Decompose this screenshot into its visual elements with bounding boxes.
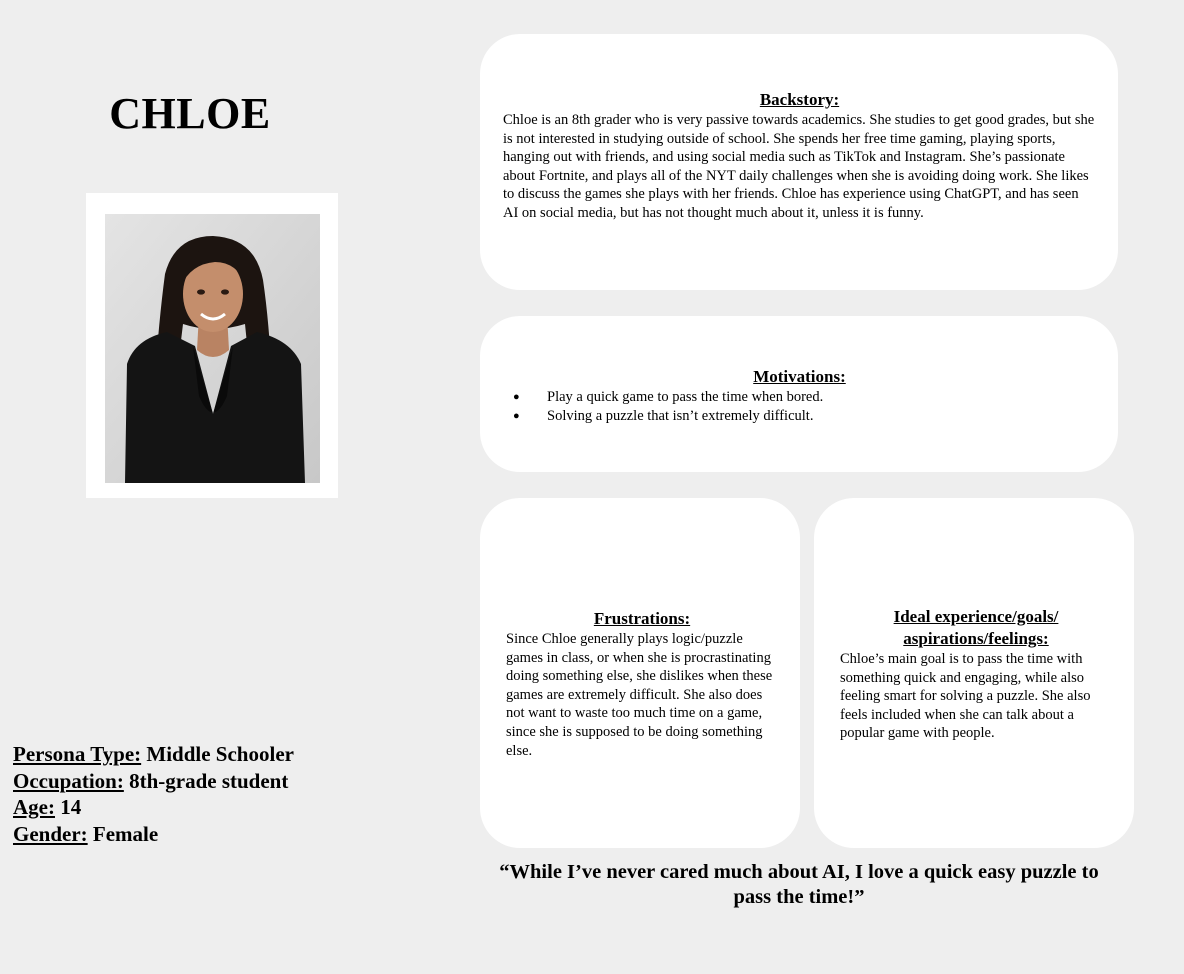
backstory-text: Chloe is an 8th grader who is very passive towards academics. She studies to get good grades, but she is not interested in studying outside of school. She spends her free time gaming, playing sports, hanging out with friends, and using social media such as TikTok and Instagram. She’s passionate about Fortnite, and plays all of the NYT daily challenges when she is avoiding doing work. She likes to discuss the games she plays with her friends. Chloe has experience using ChatGPT, and has seen AI on social media, but has not thought much about it, unless it is funny. xyxy=(503,112,1095,221)
ideal-experience-text: Chloe’s main goal is to pass the time with something quick and engaging, while also feeling smart for solving a puzzle. She also feels included when she can talk about a popular game with people. xyxy=(840,651,1091,742)
fact-label: Age: xyxy=(13,795,55,819)
frustrations-text: Since Chloe generally plays logic/puzzle games in class, or when she is procrastinating doing something else, she dislikes when these games are extremely difficult. She also does not want to waste too much time on a game, since she is supposed to be doing something else. xyxy=(506,631,773,759)
fact-value: 14 xyxy=(60,795,82,819)
persona-facts xyxy=(13,741,433,847)
fact-persona-type xyxy=(13,741,433,768)
motivations-list xyxy=(503,388,1096,425)
frustrations-card xyxy=(480,498,800,848)
list-item: ● Solving a puzzle that isn’t extremely difficult. xyxy=(503,407,1096,426)
ideal-experience-heading: Ideal experience/goals/ aspirations/feelings: xyxy=(893,607,1059,648)
motivations-heading: Motivations: xyxy=(753,367,846,386)
fact-value: 8th-grade student xyxy=(129,768,289,793)
backstory-card xyxy=(480,34,1118,290)
fact-label: Gender: xyxy=(13,821,88,846)
photo-frame xyxy=(86,193,338,498)
fact-value: Female xyxy=(92,821,159,846)
frustrations-heading: Frustrations: xyxy=(593,609,691,628)
persona-quote: “While I’ve never cared much about AI, I love a quick easy puzzle to pass the time!” xyxy=(499,861,1099,908)
portrait-illustration xyxy=(105,214,320,483)
list-item: ● Play a quick game to pass the time when bored. xyxy=(503,388,1096,407)
persona-photo xyxy=(105,214,320,483)
fact-label: Occupation: xyxy=(13,768,124,793)
fact-value: Middle Schooler xyxy=(146,742,294,766)
persona-name: CHLOE xyxy=(109,89,271,138)
backstory-heading: Backstory: xyxy=(759,90,840,109)
fact-gender xyxy=(13,821,433,848)
fact-occupation xyxy=(13,768,433,795)
fact-age xyxy=(13,794,433,821)
ideal-experience-card xyxy=(814,498,1134,848)
fact-label: Persona Type: xyxy=(13,742,142,766)
motivations-card xyxy=(480,316,1118,472)
